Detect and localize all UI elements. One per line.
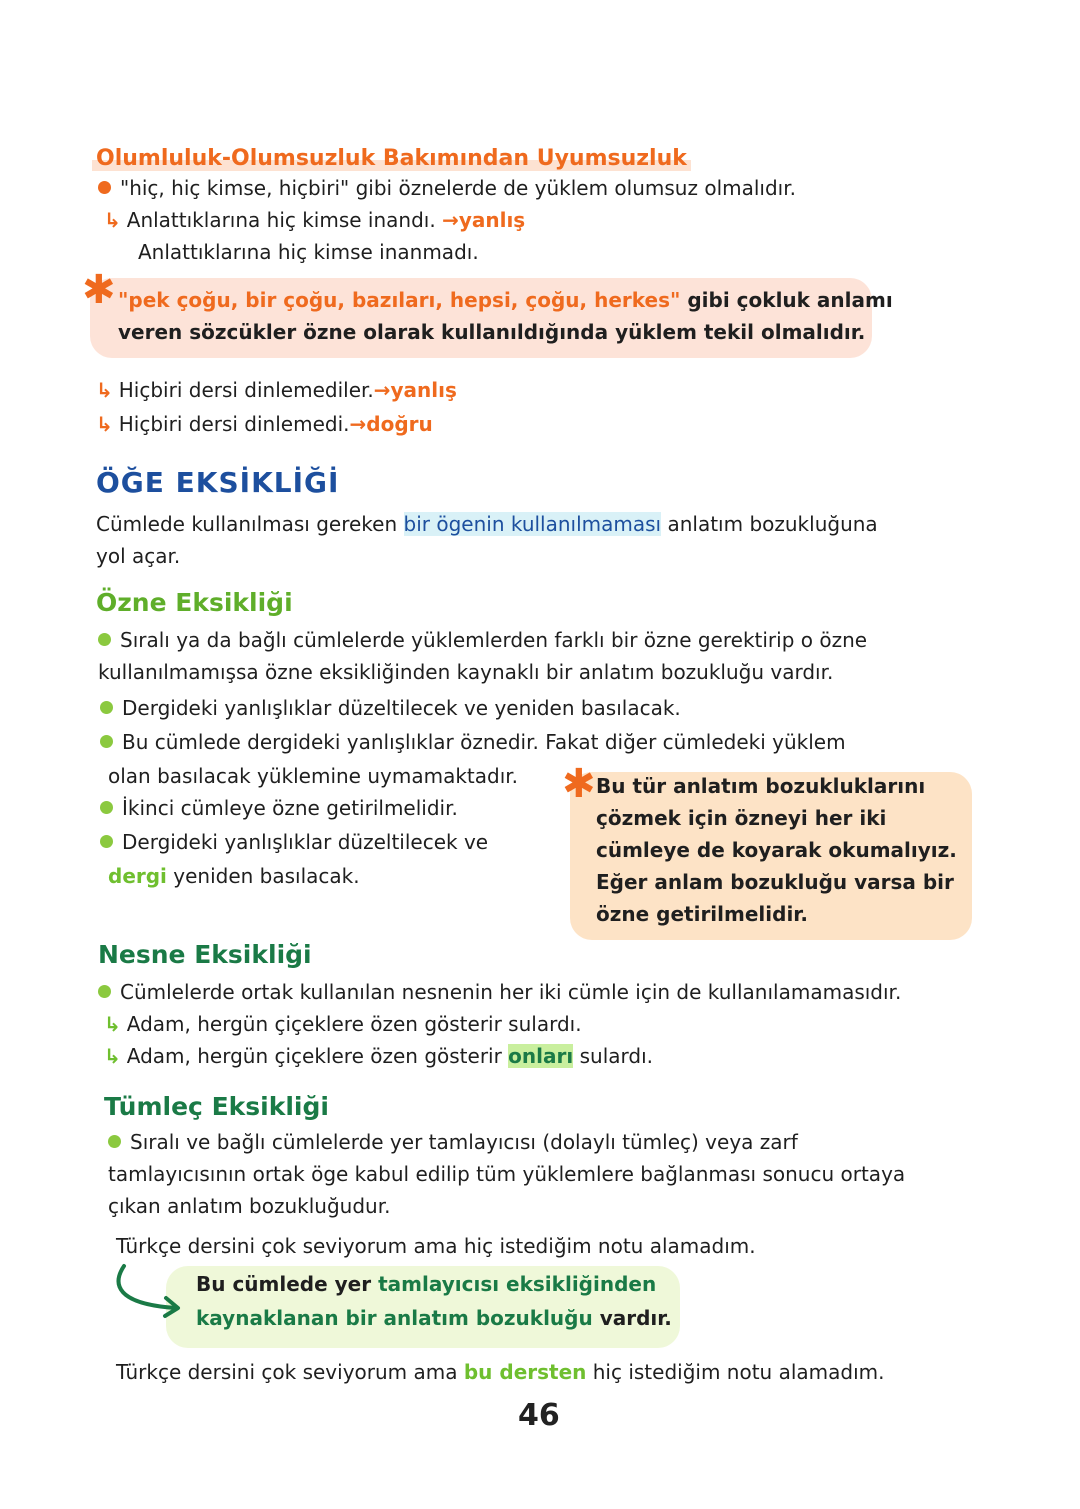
oge-desc-highlight: bir ögenin kullanılmaması [403,512,662,536]
example-hicbiri-right-text: Hiçbiri dersi dinlemedi. [118,412,350,436]
bullet-dot-icon [100,835,113,848]
nesne-example1-text: Adam, hergün çiçeklere özen gösterir sulardı. [126,1012,582,1036]
arrow-right-icon: ↳ [104,208,121,232]
tumlec-example-right-highlight: bu dersten [463,1360,587,1384]
ozne-rule-line1 [98,628,867,652]
nesne-example2-pre: Adam, hergün çiçeklere özen gösterir [126,1044,509,1068]
bullet-dot-icon [100,801,113,814]
ozne-note-line: çözmek için özneyi her iki [596,806,887,830]
rule-olumsuz-text: "hiç, hiç kimse, hiçbiri" gibi öznelerde de yüklem olumsuz olmalıdır. [120,176,796,200]
note-cokluk-rest: gibi çokluk anlamı [680,288,893,312]
tumlec-note-line1-highlight: tamlayıcısı eksikliğinden [378,1272,657,1296]
ozne-rule-line2: kullanılmamışsa özne eksikliğinden kaynaklı bir anlatım bozukluğu vardır. [98,660,834,684]
tumlec-note-line1 [196,1272,656,1296]
example-wrong-text: Anlattıklarına hiç kimse inandı. [126,208,436,232]
example-wrong [104,208,525,232]
oge-desc-line2: yol açar. [96,544,181,568]
ozne-fix-text: İkinci cümleye özne getirilmelidir. [122,796,458,820]
ozne-expl-line1 [100,730,846,754]
example-hicbiri-wrong-text: Hiçbiri dersi dinlemediler. [118,378,374,402]
tumlec-rule-line1-text: Sıralı ve bağlı cümlelerde yer tamlayıcısı (dolaylı tümleç) veya zarf [130,1130,798,1154]
wrong-label: yanlış [390,378,457,402]
arrow-icon: → [349,412,367,436]
subsection-title-tumlec: Tümleç Eksikliği [104,1092,329,1121]
asterisk-icon: ✱ [82,267,116,313]
oge-desc-pre: Cümlede kullanılması gereken [96,512,404,536]
nesne-example2 [104,1044,653,1068]
oge-desc-line1 [96,512,878,536]
tumlec-example-right [116,1360,885,1384]
note-cokluk-line2: veren sözcükler özne olarak kullanıldığında yüklem tekil olmalıdır. [118,320,866,344]
ozne-fix [100,796,458,820]
bullet-dot-icon [100,735,113,748]
note-cokluk-words: "pek çoğu, bir çoğu, bazıları, hepsi, çoğu, herkes" [118,288,681,312]
tumlec-note-line2-highlight: kaynaklanan bir anlatım bozukluğu [196,1306,593,1330]
ozne-note-line: Bu tür anlatım bozukluklarını [596,774,926,798]
arrow-right-icon: ↳ [104,1044,121,1068]
ozne-note-line: cümleye de koyarak okumalıyız. [596,838,957,862]
ozne-example [100,696,681,720]
nesne-example2-post: sulardı. [573,1044,653,1068]
nesne-example1 [104,1012,582,1036]
nesne-rule [98,980,901,1004]
tumlec-rule-line3: çıkan anlatım bozukluğudur. [108,1194,391,1218]
tumlec-note-line2 [196,1306,672,1330]
nesne-rule-text: Cümlelerde ortak kullanılan nesnenin her iki cümle için de kullanılamamasıdır. [120,980,902,1004]
ozne-note-line: Eğer anlam bozukluğu varsa bir [596,870,954,894]
note-cokluk-line1 [118,288,893,312]
ozne-corrected-line2 [108,864,360,888]
ozne-corrected-rest: yeniden basılacak. [166,864,360,888]
arrow-icon: → [373,378,391,402]
tumlec-rule-line2: tamlayıcısının ortak öge kabul edilip tüm yüklemlere bağlanması sonucu ortaya [108,1162,906,1186]
oge-desc-post: anlatım bozukluğuna [661,512,878,536]
ozne-note-line: özne getirilmelidir. [596,902,808,926]
tumlec-note-line1-pre: Bu cümlede yer [196,1272,379,1296]
example-right: Anlattıklarına hiç kimse inanmadı. [138,240,479,264]
bullet-dot-icon [98,181,111,194]
arrow-right-icon: ↳ [104,1012,121,1036]
curved-arrow-icon [110,1262,190,1322]
bullet-dot-icon [98,985,111,998]
ozne-corrected-line1-text: Dergideki yanlışlıklar düzeltilecek ve [122,830,489,854]
ozne-expl-line2: olan basılacak yüklemine uymamaktadır. [108,764,519,788]
right-label: doğru [366,412,433,436]
ozne-rule-line1-text: Sıralı ya da bağlı cümlelerde yüklemlerden farklı bir özne gerektirip o özne [120,628,868,652]
wrong-label: yanlış [458,208,526,232]
bullet-dot-icon [108,1135,121,1148]
tumlec-example-wrong: Türkçe dersini çok seviyorum ama hiç istediğim notu alamadım. [116,1234,756,1258]
example-hicbiri-right [96,412,433,436]
asterisk-icon: ✱ [562,761,596,807]
bullet-dot-icon [100,701,113,714]
subsection-title-ozne: Özne Eksikliği [96,588,293,617]
nesne-example2-highlight: onları [508,1044,574,1068]
subsection-title-nesne: Nesne Eksikliği [98,940,312,969]
ozne-expl-line1-text: Bu cümlede dergideki yanlışlıklar öznedir. Fakat diğer cümledeki yüklem [122,730,846,754]
arrow-right-icon: ↳ [96,412,113,436]
tumlec-example-right-post: hiç istediğim notu alamadım. [586,1360,885,1384]
example-hicbiri-wrong [96,378,457,402]
section-title-oge-eksikligi: ÖĞE EKSİKLİĞİ [96,466,340,499]
tumlec-rule-line1 [108,1130,798,1154]
tumlec-example-right-pre: Türkçe dersini çok seviyorum ama [116,1360,464,1384]
ozne-corrected-line1 [100,830,488,854]
tumlec-note-line2-post: vardır. [592,1306,672,1330]
arrow-icon: → [442,208,459,232]
ozne-corrected-word: dergi [108,864,167,888]
ozne-example-text: Dergideki yanlışlıklar düzeltilecek ve yeniden basılacak. [122,696,681,720]
arrow-right-icon: ↳ [96,378,113,402]
rule-olumsuz [98,176,796,200]
section-title-olumluluk: Olumluluk-Olumsuzluk Bakımından Uyumsuzluk [92,146,691,171]
bullet-dot-icon [98,633,111,646]
page-number: 46 [518,1398,560,1433]
